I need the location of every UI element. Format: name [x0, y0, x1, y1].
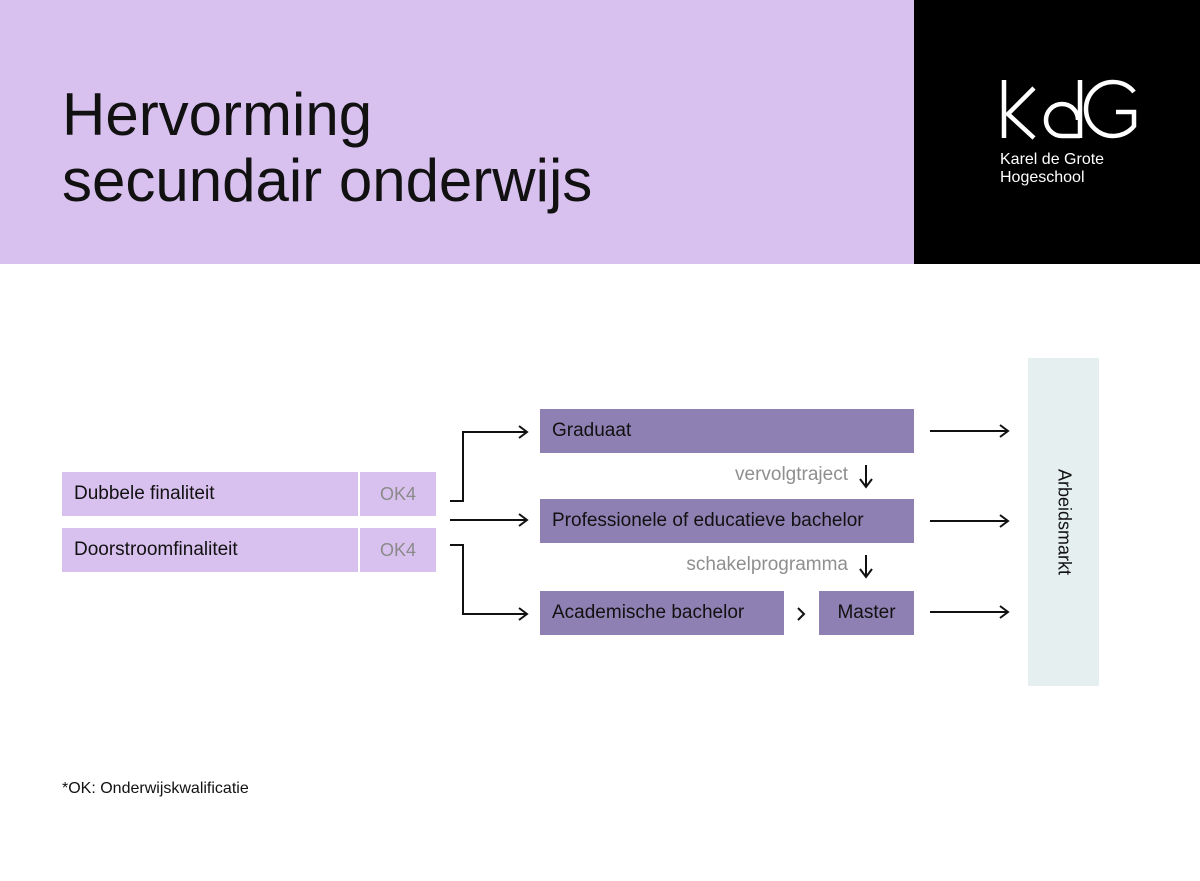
qualification-label: OK4	[379, 539, 417, 560]
transition-schakelprogramma: schakelprogramma	[686, 554, 848, 575]
footnote: *OK: Onderwijskwalificatie	[62, 780, 249, 797]
logo-name-line-2: Hogeschool	[1000, 169, 1085, 186]
connector-to-graduaat	[450, 432, 526, 501]
transition-vervolgtraject: vervolgtraject	[735, 464, 848, 485]
logo-name-line-1: Karel de Grote	[1000, 151, 1105, 168]
connector-to-academic-bachelor	[450, 545, 526, 614]
program-label: Graduaat	[552, 420, 632, 441]
page-title-line-2: secundair onderwijs	[62, 147, 593, 214]
program-label: Academische bachelor	[552, 602, 745, 623]
program-label: Master	[837, 602, 896, 623]
source-label: Doorstroomfinaliteit	[74, 539, 238, 560]
page-title-line-1: Hervorming	[62, 81, 373, 148]
chevron-right-icon	[798, 608, 804, 620]
qualification-label: OK4	[379, 483, 417, 504]
target-label: Arbeidsmarkt	[1054, 468, 1074, 576]
program-label: Professionele of educatieve bachelor	[552, 510, 864, 531]
source-label: Dubbele finaliteit	[74, 483, 215, 504]
